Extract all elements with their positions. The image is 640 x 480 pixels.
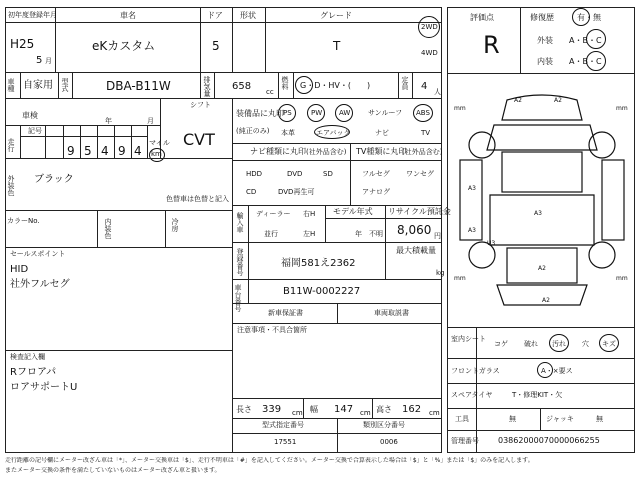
first-reg-month: 5: [36, 55, 43, 66]
month-unit: 月: [45, 57, 52, 65]
equip-tv: TV: [421, 129, 431, 137]
manual: 車両取説書: [374, 309, 409, 317]
nav-dvd-play: DVD再生可: [278, 188, 315, 196]
model-label: 型式: [61, 78, 69, 92]
score-label: 評価点: [470, 13, 494, 22]
displacement-label: 排気量: [203, 76, 211, 97]
equip-sunroof: サンルーフ: [368, 109, 403, 117]
class-value: 0006: [380, 438, 398, 446]
diagram-unit-bl: mm: [454, 275, 466, 282]
length: 339: [262, 404, 282, 415]
first-reg-year: H25: [10, 37, 35, 51]
footer-note-2: またメーター交換の条件を満たしていないものはメーター改ざん車と扱います。: [5, 467, 221, 474]
max-load-label: 最大積載量: [396, 246, 436, 255]
equip-airbag: エアバック: [316, 129, 351, 137]
tv-analog: アナログ: [362, 188, 390, 196]
doors-label: ドア: [207, 11, 223, 20]
shift: CVT: [183, 130, 215, 149]
cc-unit: cc: [266, 88, 274, 96]
color-label: 外装色: [7, 175, 15, 196]
interior-options: A・B・C: [569, 57, 602, 66]
diagram-label-a2-rear: A2: [538, 265, 546, 272]
drive-4wd: 4WD: [421, 49, 438, 57]
windshield-options: A・×要ス: [541, 367, 573, 375]
equipment-title: 装備品に丸印: [236, 109, 284, 118]
tools-value: 無: [509, 415, 516, 423]
width-unit: cm: [360, 409, 371, 417]
nav-dvd: DVD: [287, 170, 303, 178]
color-value: ブラック: [34, 174, 74, 185]
width-label: 幅: [310, 405, 318, 414]
width: 147: [334, 404, 354, 415]
inspector-note-1: Rフロアパ: [10, 367, 57, 378]
kg-unit: kg: [436, 269, 445, 277]
chassis-label: 車台番号: [234, 284, 242, 312]
inspector-note-2: ロアサポートU: [10, 382, 78, 393]
equip-ps: PS: [283, 109, 292, 117]
sales-point-line-2: 社外フルセグ: [10, 279, 70, 290]
shape-label: 形状: [240, 11, 256, 20]
management-label: 管理番号: [451, 437, 479, 445]
doors: 5: [212, 39, 220, 53]
tv-title: TV種類に丸印: [356, 147, 407, 156]
capacity-unit: 人: [434, 88, 441, 96]
cooling-label: 冷房: [171, 218, 179, 232]
diagram-label-u3-left: U3: [487, 240, 496, 247]
diagram-unit-br: mm: [616, 275, 628, 282]
mile-label: マイル: [149, 139, 170, 147]
diagram-unit-tl: mm: [454, 105, 466, 112]
model-year-value: 年 不明: [355, 230, 383, 238]
footer-note-1: 走行距離の記号欄にメーター改ざん車は「*」、メーター交換車は「$」、走行不明車は「#」を記入してください。メーター交換で合算表示した場合は「$」と「%」または「$」のみを記入します。: [5, 457, 534, 464]
height-unit: cm: [429, 409, 440, 417]
mileage-digit-1: 9: [67, 144, 75, 158]
capacity: 4: [421, 81, 428, 92]
diagram-label-a3-left: A3: [468, 185, 476, 192]
yen-unit: 円: [434, 232, 441, 240]
recycle-deposit-value: 8,060: [397, 223, 432, 237]
mileage-digit-4: 9: [118, 144, 126, 158]
equip-aw: AW: [339, 109, 351, 117]
chassis-value: B11W-0002227: [283, 286, 361, 297]
nav-cd: CD: [246, 188, 257, 196]
seat-opt-1: コゲ: [494, 340, 508, 348]
sales-point-label: セールスポイント: [10, 250, 66, 258]
import-label: 輸入車: [236, 212, 244, 233]
use-label: 車種: [7, 78, 15, 92]
length-label: 長さ: [236, 405, 252, 414]
tv-subtitle: (社外品含む): [402, 148, 443, 156]
tools-label: 工具: [455, 415, 469, 423]
management-value: 03862000070000066255: [498, 436, 600, 445]
repair-label: 修復歴: [530, 13, 554, 22]
shaken-year: 年: [105, 117, 112, 125]
equipment-subtitle: (純正のみ): [236, 127, 270, 135]
km-label: km: [151, 150, 162, 158]
car-diagram: [452, 80, 632, 320]
color-note: 色替車は色替と記入: [166, 195, 229, 203]
interior-label: 内装: [537, 57, 553, 66]
mileage-label: 走行: [7, 138, 15, 152]
import-right: 右H: [303, 210, 316, 218]
mileage-digit-3: 4: [101, 144, 109, 158]
tv-oneseg: ワンセグ: [406, 170, 434, 178]
diagram-label-a2-front-2: A2: [554, 97, 562, 104]
registration-label: 登録番号: [236, 248, 244, 276]
shaken-label: 車検: [22, 111, 38, 120]
import-left: 左H: [303, 230, 316, 238]
import-parallel: 並行: [264, 230, 278, 238]
shift-label: シフト: [190, 101, 211, 109]
interior-label: 内装色: [104, 218, 112, 239]
jack-value: 無: [596, 415, 603, 423]
shaken-month: 月: [147, 117, 154, 125]
import-dealer: ディーラー: [256, 210, 291, 218]
seat-opt-5: キズ: [602, 340, 616, 348]
color-no-label: カラーNo.: [7, 217, 40, 225]
equip-pw: PW: [311, 109, 323, 117]
diagram-label-a3-left-2: A3: [468, 227, 476, 234]
spare-label: スペアタイヤ: [451, 391, 493, 399]
mileage-digit-5: 4: [134, 144, 142, 158]
capacity-label: 定員: [401, 76, 409, 90]
fuel-label: 燃料: [281, 76, 289, 90]
recycle-deposit-label: リサイクル預託金: [388, 207, 451, 216]
jack-label: ジャッキ: [546, 415, 574, 423]
class-label: 類別区分番号: [363, 421, 405, 429]
diagram-label-a3-center: A3: [534, 210, 542, 217]
number-label: 記号: [28, 127, 42, 135]
diagram-unit-tr: mm: [616, 105, 628, 112]
sales-point-line-1: HID: [10, 264, 29, 275]
diagram-label-a2-bottom: A2: [542, 297, 550, 304]
exterior-label: 外装: [537, 36, 553, 45]
nav-subtitle: (社外品含む): [306, 148, 347, 156]
seats-label: 室内シート: [451, 335, 486, 343]
fuel-options: G・D・HV・( ): [300, 81, 371, 90]
repair-options: 有・無: [577, 13, 601, 22]
grade: T: [333, 39, 341, 53]
seat-opt-2: 破れ: [524, 340, 538, 348]
registration-value: 福岡581え2362: [281, 258, 356, 269]
caution-label: 注意事項・不具合箇所: [237, 326, 307, 334]
nav-sd: SD: [323, 170, 333, 178]
drive-2wd: 2WD: [421, 23, 438, 31]
mileage-digit-2: 5: [84, 144, 92, 158]
length-unit: cm: [292, 409, 303, 417]
model-year-label: モデル年式: [333, 207, 373, 216]
spare-options: T・修理KIT・欠: [512, 391, 563, 399]
diagram-label-a2-front: A2: [514, 97, 522, 104]
car-name-label: 車名: [120, 11, 136, 20]
score: R: [483, 31, 500, 59]
equip-abs: ABS: [416, 109, 430, 117]
use-kanji: 自家用: [23, 80, 53, 91]
seat-opt-4: 穴: [582, 340, 589, 348]
car-name: eKカスタム: [92, 39, 156, 53]
exterior-options: A・B・C: [569, 36, 602, 45]
tv-fullseg: フルセグ: [362, 170, 390, 178]
first-reg-label: 初年度登録年月: [8, 11, 57, 19]
height: 162: [402, 404, 422, 415]
type-cert-label: 型式指定番号: [262, 421, 304, 429]
nav-title: ナビ種類に丸印: [250, 147, 306, 156]
equip-leather: 本革: [281, 129, 295, 137]
model: DBA-B11W: [106, 79, 171, 93]
displacement: 658: [232, 81, 252, 92]
type-cert: 17551: [274, 438, 297, 446]
new-warranty: 新車保証書: [268, 309, 303, 317]
windshield-label: フロントガラス: [451, 367, 500, 375]
grade-label: グレード: [320, 11, 352, 20]
equip-navi: ナビ: [375, 129, 389, 137]
height-label: 高さ: [376, 405, 392, 414]
seat-opt-3: 汚れ: [552, 340, 566, 348]
inspector-notes-label: 検査記入欄: [10, 353, 45, 361]
nav-hdd: HDD: [246, 170, 263, 178]
